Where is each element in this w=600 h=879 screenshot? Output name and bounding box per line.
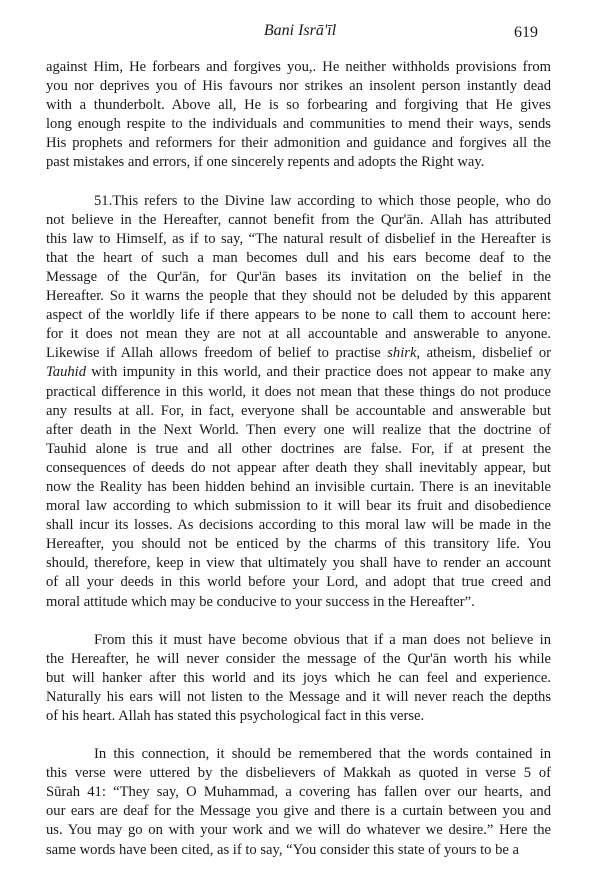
text-line: of his heart. Allah has stated this psychological fact in this verse.	[46, 708, 425, 724]
text-line: moral law according to which submission to it will bear its fruit and disobedience	[46, 498, 551, 515]
text-line: Hereafter, you should not be enticed by the charms of this transitory life. You	[46, 536, 551, 553]
text-line: that the heart of such a man becomes dull and his ears become deaf to the	[46, 249, 551, 266]
paragraph	[46, 631, 551, 726]
text-line: this verse were uttered by the disbelievers of Makkah as quoted in verse 5 of	[46, 765, 551, 782]
text-line: not believe in the Hereafter, cannot benefit from the Qur'ān. Allah has attributed	[46, 211, 551, 228]
body-text	[46, 58, 551, 879]
text-line: shall incur its losses. As decisions according to this moral law will be made in the	[46, 517, 551, 534]
text-line: From this it must have become obvious that if a man does not believe in	[94, 631, 551, 648]
text-line: consequences of deeds do not appear after death they shall inevitably appear, but	[46, 459, 551, 476]
text-line: you nor deprives you of His favours nor strikes an insolent person instantly dead	[46, 78, 551, 95]
text-line: this law to Himself, as if to say, “The natural result of disbelief in the Hereafter is	[46, 230, 551, 247]
text-line: our ears are deaf for the Message you give and there is a curtain between you and	[46, 803, 551, 820]
text-line: 51.This refers to the Divine law according to which those people, who do	[94, 192, 551, 209]
text-line: Hereafter. So it warns the people that they should not be deluded by this apparent	[46, 288, 551, 305]
text-line: moral attitude which may be conducive to your success in the Hereafter”.	[46, 593, 475, 610]
text-line: after death in the Next World. Then every one will realize that the doctrine of	[46, 421, 551, 438]
text-line: practical difference in this world, it does not mean that these things do not produce	[46, 383, 551, 400]
text-line: aspect of the worldly life if there appears to be none to call them to account here:	[46, 307, 551, 324]
text-line: same words have been cited, as if to say, “You consider this state of yours to be a	[46, 841, 519, 858]
text-line: against Him, He forbears and forgives you,. He neither withholds provisions from	[46, 59, 551, 75]
page-header	[0, 22, 600, 46]
text-line: Message of the Qur'ān, for Qur'ān bases its invitation on the belief in the	[46, 268, 551, 285]
text-line: past mistakes and errors, if one sincerely repents and adopts the Right way.	[46, 154, 485, 171]
text-line: Tauhid alone is true and all other doctrines are false. For, if at present the	[46, 440, 551, 457]
text-line: Tauhid with impunity in this world, and their practice does not appear to make any	[46, 364, 551, 381]
text-line: with a thunderbolt. Above all, He is so forbearing and forgiving that He gives	[46, 97, 551, 114]
text-line: the Hereafter, he will never consider the message of the Qur'ān worth his while	[46, 650, 551, 667]
text-line: of all your deeds in this world before your Lord, and adopt that true creed and	[46, 574, 551, 591]
text-line: long enough respite to the individuals and communities to mend their ways, sends	[46, 116, 551, 133]
text-line: us. You may go on with your work and we will do whatever we desire.” Here the	[46, 822, 551, 839]
text-line: His prophets and reformers for their admonition and guidance and forgives all the	[46, 135, 551, 152]
text-line: should, therefore, keep in view that ultimately you shall have to render an account	[46, 555, 551, 572]
text-line: but will hanker after this world and its joys which he can feel and experience.	[46, 669, 551, 686]
page-number: 619	[514, 24, 538, 41]
running-title: Bani Isrā'īl	[263, 22, 337, 39]
text-line: Sūrah 41: “They say, O Muhammad, a covering has fallen over our hearts, and	[46, 784, 551, 801]
text-line: now the Reality has been hidden behind an invisible curtain. There is an inevitable	[46, 478, 551, 495]
text-line: any results at all. For, in fact, everyone shall be accountable and answerable but	[46, 402, 551, 419]
paragraph	[46, 58, 551, 173]
paragraph	[46, 745, 551, 860]
text-line: for it does not mean they are not at all accountable and answerable to anyone.	[46, 326, 551, 343]
text-line: Likewise if Allah allows freedom of belief to practise shirk, atheism, disbelief or	[46, 345, 551, 362]
text-line: In this connection, it should be remembered that the words contained in	[94, 746, 551, 763]
text-line: Naturally his ears will not listen to the Message and it will never reach the depths	[46, 688, 551, 705]
paragraph	[46, 192, 551, 612]
